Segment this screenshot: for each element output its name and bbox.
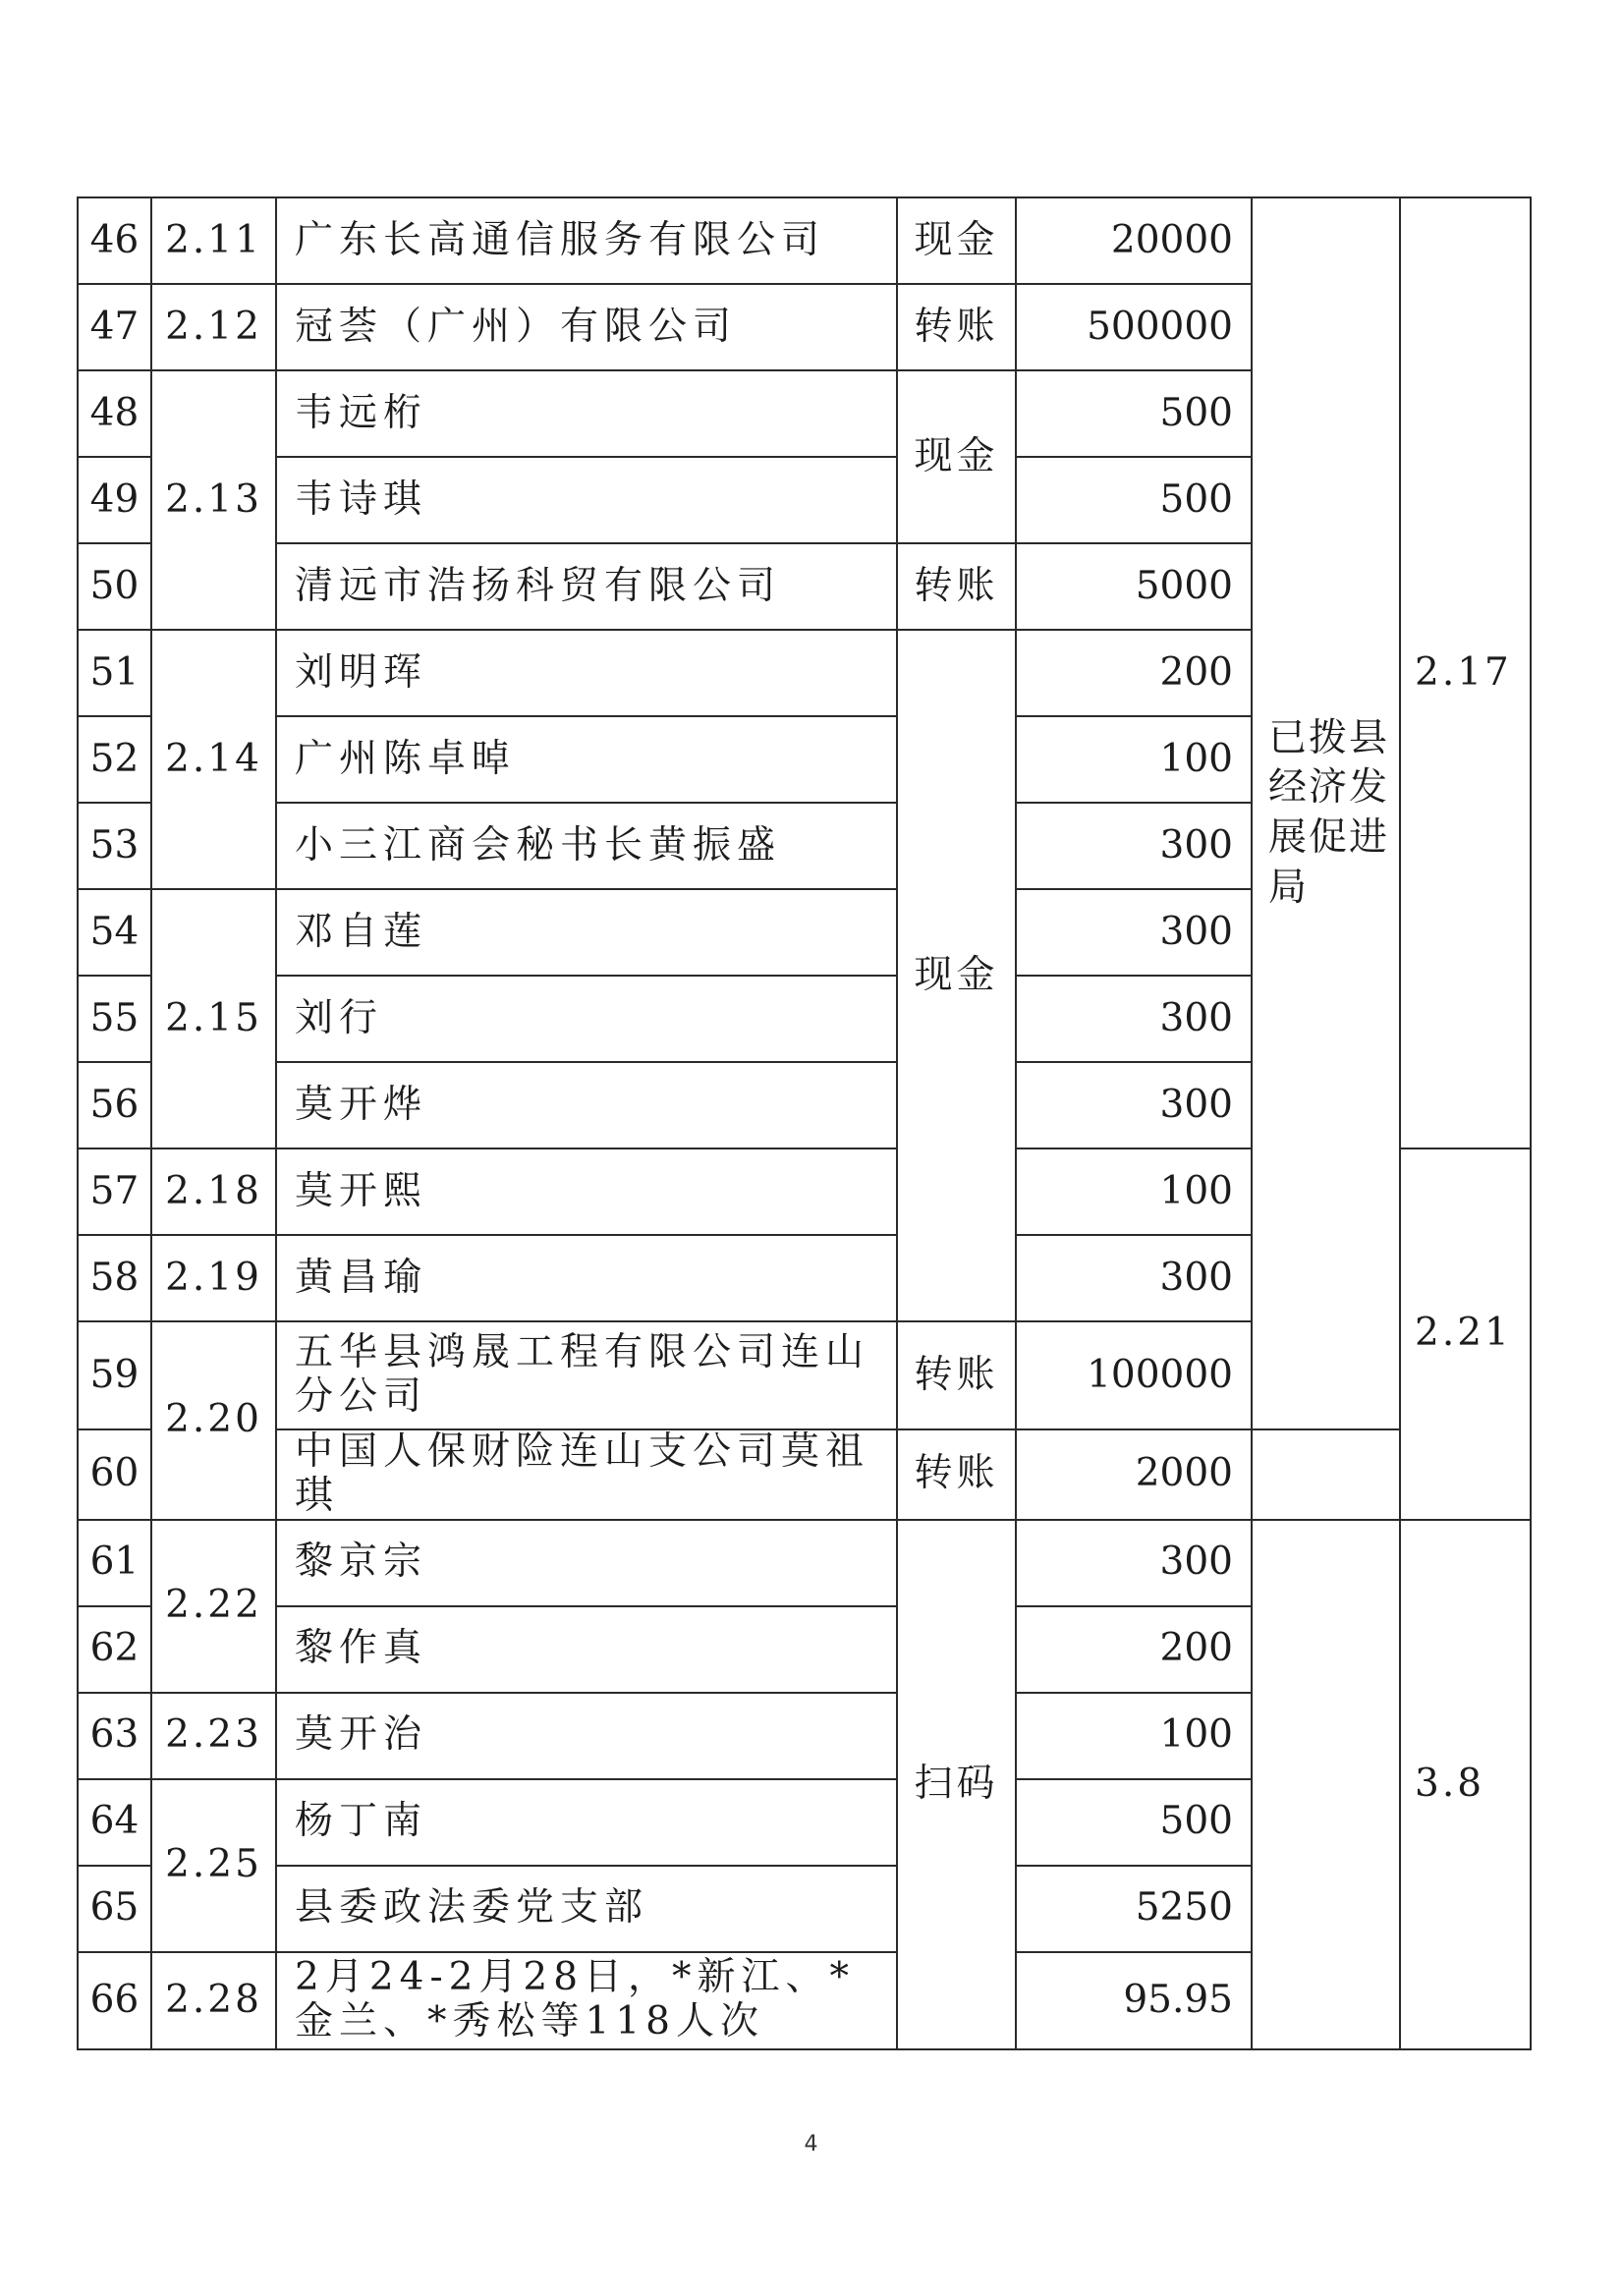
- donation-date: 2.11: [151, 197, 276, 284]
- donor-name: 杨丁南: [276, 1779, 897, 1866]
- donor-name: 韦诗琪: [276, 457, 897, 543]
- donation-amount: 100: [1016, 1148, 1252, 1235]
- row-number: 61: [78, 1520, 151, 1606]
- row-number: 56: [78, 1062, 151, 1148]
- donation-date: 2.25: [151, 1779, 276, 1952]
- donor-name: 黄昌瑜: [276, 1235, 897, 1321]
- row-number: 51: [78, 630, 151, 716]
- donor-name: 中国人保财险连山支公司莫祖琪: [276, 1429, 897, 1520]
- row-number: 52: [78, 716, 151, 803]
- donation-amount: 300: [1016, 1520, 1252, 1606]
- page-number: 4: [804, 2132, 818, 2156]
- donation-amount: 500000: [1016, 284, 1252, 370]
- allocation-status: 已拨县经济发展促进局: [1252, 197, 1400, 1429]
- donor-name: 刘明珲: [276, 630, 897, 716]
- row-number: 64: [78, 1779, 151, 1866]
- row-number: 63: [78, 1693, 151, 1779]
- donation-amount: 20000: [1016, 197, 1252, 284]
- donor-name: 冠荟（广州）有限公司: [276, 284, 897, 370]
- donation-amount: 300: [1016, 976, 1252, 1062]
- donor-name: 清远市浩扬科贸有限公司: [276, 543, 897, 630]
- row-number: 50: [78, 543, 151, 630]
- donation-amount: 100: [1016, 716, 1252, 803]
- row-number: 49: [78, 457, 151, 543]
- donor-name: 莫开治: [276, 1693, 897, 1779]
- donation-amount: 300: [1016, 1062, 1252, 1148]
- donor-name: 莫开熙: [276, 1148, 897, 1235]
- donor-name: 韦远桁: [276, 370, 897, 457]
- donor-name: 邓自莲: [276, 889, 897, 976]
- donation-amount: 500: [1016, 457, 1252, 543]
- donation-amount: 95.95: [1016, 1952, 1252, 2049]
- donation-amount: 300: [1016, 1235, 1252, 1321]
- donor-name: 县委政法委党支部: [276, 1866, 897, 1952]
- donor-name: 黎作真: [276, 1606, 897, 1693]
- row-number: 62: [78, 1606, 151, 1693]
- row-number: 58: [78, 1235, 151, 1321]
- donation-date: 2.28: [151, 1952, 276, 2049]
- row-number: 59: [78, 1321, 151, 1429]
- settlement-date: 2.17: [1400, 197, 1531, 1148]
- donation-amount: 500: [1016, 1779, 1252, 1866]
- donation-date: 2.13: [151, 370, 276, 630]
- donation-date: 2.14: [151, 630, 276, 889]
- donation-amount: 500: [1016, 370, 1252, 457]
- row-number: 46: [78, 197, 151, 284]
- settlement-date: 2.21: [1400, 1148, 1531, 1520]
- payment-method: 转账: [897, 543, 1016, 630]
- donation-amount: 100000: [1016, 1321, 1252, 1429]
- donation-date: 2.15: [151, 889, 276, 1148]
- donation-amount: 300: [1016, 803, 1252, 889]
- donor-name: 广东长高通信服务有限公司: [276, 197, 897, 284]
- row-number: 47: [78, 284, 151, 370]
- table-row: [78, 197, 1531, 284]
- donation-table: [77, 196, 1532, 2050]
- payment-method: 现金: [897, 370, 1016, 543]
- payment-method: 现金: [897, 197, 1016, 284]
- table-row: [78, 1520, 1531, 1606]
- donation-amount: 5000: [1016, 543, 1252, 630]
- payment-method: 转账: [897, 284, 1016, 370]
- row-number: 60: [78, 1429, 151, 1520]
- donor-name: 黎京宗: [276, 1520, 897, 1606]
- donor-name: 小三江商会秘书长黄振盛: [276, 803, 897, 889]
- donation-amount: 200: [1016, 630, 1252, 716]
- donation-amount: 300: [1016, 889, 1252, 976]
- row-number: 48: [78, 370, 151, 457]
- donation-date: 2.23: [151, 1693, 276, 1779]
- row-number: 54: [78, 889, 151, 976]
- settlement-date: 3.8: [1400, 1520, 1531, 2049]
- table-row: [78, 1429, 1531, 1520]
- payment-method: 转账: [897, 1429, 1016, 1520]
- donor-name: 刘行: [276, 976, 897, 1062]
- row-number: 66: [78, 1952, 151, 2049]
- donation-date: 2.12: [151, 284, 276, 370]
- payment-method: 现金: [897, 630, 1016, 1321]
- donation-date: 2.19: [151, 1235, 276, 1321]
- donation-date: 2.20: [151, 1321, 276, 1520]
- donor-name: 2月24-2月28日，*新江、*金兰、*秀松等118人次: [276, 1952, 897, 2049]
- row-number: 57: [78, 1148, 151, 1235]
- donor-name: 五华县鸿晟工程有限公司连山分公司: [276, 1321, 897, 1429]
- donation-date: 2.22: [151, 1520, 276, 1693]
- payment-method: 扫码: [897, 1520, 1016, 2049]
- donor-name: 莫开烨: [276, 1062, 897, 1148]
- donor-name: 广州陈卓晫: [276, 716, 897, 803]
- row-number: 53: [78, 803, 151, 889]
- row-number: 55: [78, 976, 151, 1062]
- donation-amount: 100: [1016, 1693, 1252, 1779]
- donation-date: 2.18: [151, 1148, 276, 1235]
- payment-method: 转账: [897, 1321, 1016, 1429]
- row-number: 65: [78, 1866, 151, 1952]
- blank-cell: [1252, 1520, 1400, 2049]
- donation-amount: 2000: [1016, 1429, 1252, 1520]
- donation-amount: 5250: [1016, 1866, 1252, 1952]
- donation-amount: 200: [1016, 1606, 1252, 1693]
